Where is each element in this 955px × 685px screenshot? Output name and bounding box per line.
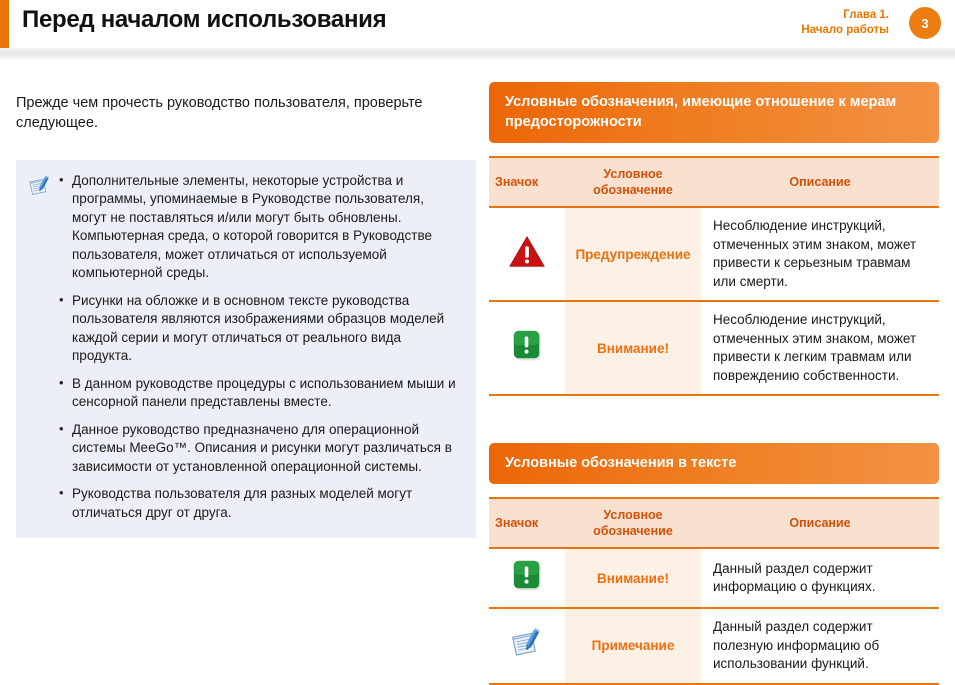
warning-triangle-icon bbox=[508, 235, 546, 269]
list-item: • Руководства пользователя для разных моделей могут отличаться друг от друга. bbox=[72, 485, 462, 522]
note-bullet-list bbox=[56, 172, 462, 523]
list-item: • Дополнительные элементы, некоторые устройства и программы, упоминаемые в Руководстве пользователя, могут не поставляться и/или могут быть обновлены. Компьютерная среда, о которой говорится в Руководстве пользователя, может отличаться от используемой компьютерной среды. bbox=[72, 172, 462, 283]
column-header-name: Условное обозначение bbox=[565, 498, 701, 548]
chapter-name: Начало работы bbox=[801, 24, 889, 36]
table-row bbox=[489, 301, 939, 395]
table-header-row bbox=[489, 157, 939, 207]
cell-icon bbox=[489, 301, 565, 395]
column-header-desc: Описание bbox=[701, 498, 939, 548]
column-header-icon: Значок bbox=[489, 498, 565, 548]
cell-icon bbox=[489, 548, 565, 608]
table-row bbox=[489, 548, 939, 608]
chapter-number: Глава 1. bbox=[843, 9, 889, 21]
column-header-icon: Значок bbox=[489, 157, 565, 207]
legend-table-text bbox=[489, 497, 939, 685]
cell-name: Внимание! bbox=[565, 301, 701, 395]
column-header-desc: Описание bbox=[701, 157, 939, 207]
section-banner-text: Условные обозначения в тексте bbox=[489, 443, 939, 484]
cell-icon bbox=[489, 207, 565, 301]
note-box bbox=[16, 160, 476, 539]
cell-description: Данный раздел содержит информацию о функциях. bbox=[701, 548, 939, 608]
table-row bbox=[489, 207, 939, 301]
header-shadow bbox=[0, 48, 955, 60]
cell-description: Несоблюдение инструкций, отмеченных этим знаком, может привести к легким травмам или повреждению собственности. bbox=[701, 301, 939, 395]
chapter-label bbox=[801, 8, 889, 38]
header-accent-bar bbox=[0, 0, 9, 48]
table-header-row bbox=[489, 498, 939, 548]
note-pencil-icon bbox=[510, 626, 544, 660]
table-row bbox=[489, 608, 939, 684]
cell-description: Данный раздел содержит полезную информацию об использовании функций. bbox=[701, 608, 939, 684]
caution-exclamation-icon bbox=[511, 329, 543, 362]
section-gap bbox=[489, 396, 939, 443]
list-item: • Данное руководство предназначено для операционной системы MeeGo™. Описания и рисунки могут различаться в зависимости от установленной операционной системы. bbox=[72, 421, 462, 477]
left-column bbox=[16, 78, 476, 538]
cell-description: Несоблюдение инструкций, отмеченных этим знаком, может привести к серьезным травмам или смерти. bbox=[701, 207, 939, 301]
cell-name: Внимание! bbox=[565, 548, 701, 608]
caution-exclamation-icon bbox=[511, 559, 543, 592]
legend-table-safety bbox=[489, 156, 939, 396]
right-column bbox=[489, 82, 939, 685]
column-header-name: Условное обозначение bbox=[565, 157, 701, 207]
cell-name: Примечание bbox=[565, 608, 701, 684]
cell-name: Предупреждение bbox=[565, 207, 701, 301]
cell-icon bbox=[489, 608, 565, 684]
page-header bbox=[0, 0, 955, 52]
note-pencil-icon bbox=[28, 174, 56, 203]
intro-paragraph: Прежде чем прочесть руководство пользователя, проверьте следующее. bbox=[16, 94, 423, 131]
list-item: • В данном руководстве процедуры с использованием мыши и сенсорной панели представлены вместе. bbox=[72, 375, 462, 412]
page-title: Перед началом использования bbox=[22, 6, 387, 33]
page-number-badge: 3 bbox=[909, 7, 941, 39]
list-item: • Рисунки на обложке и в основном тексте руководства пользователя являются изображениями образцов моделей каждой серии и могут отличаться от реального вида продукта. bbox=[72, 292, 462, 366]
section-banner-safety: Условные обозначения, имеющие отношение к мерам предосторожности bbox=[489, 82, 939, 143]
